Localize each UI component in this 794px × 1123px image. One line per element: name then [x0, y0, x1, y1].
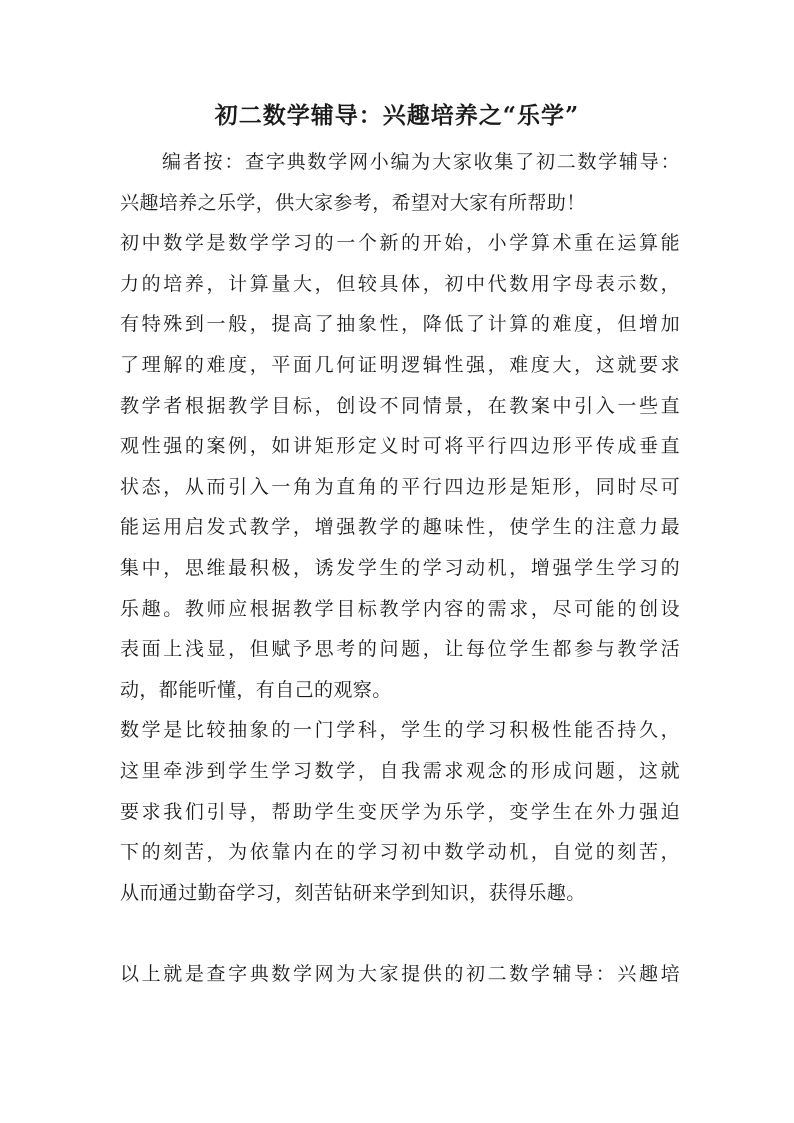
paragraph-2-line-1: 数学是比较抽象的一门学科，学生的学习积极性能否持久，: [120, 719, 680, 742]
document-body: [120, 142, 680, 994]
paragraph-1-line-8: 能运用启发式教学，增强教学的趣味性，使学生的注意力最: [120, 516, 680, 539]
paragraph-1-line-1: 初中数学是数学学习的一个新的开始，小学算术重在运算能: [120, 232, 680, 255]
editor-note-line-1: 编者按：查字典数学网小编为大家收集了初二数学辅导：: [162, 151, 680, 173]
paragraph-1-line-5: 教学者根据教学目标，创设不同情景，在教案中引入一些直: [120, 394, 680, 417]
editor-note-line-2: 兴趣培养之乐学，供大家参考，希望对大家有所帮助！: [120, 191, 586, 214]
paragraph-1-line-2: 力的培养，计算量大，但较具体，初中代数用字母表示数，: [120, 272, 680, 295]
paragraph-2-line-5: 从而通过勤奋学习，刻苦钻研来学到知识，获得乐趣。: [120, 881, 586, 904]
paragraph-spacer: [120, 913, 680, 954]
paragraph-1-line-11: 表面上浅显，但赋予思考的问题，让每位学生都参与教学活: [120, 638, 680, 661]
paragraph-2-line-2: 这里牵涉到学生学习数学，自我需求观念的形成问题，这就: [120, 759, 680, 782]
closing-line-1: 以上就是查字典数学网为大家提供的初二数学辅导：兴趣培: [120, 962, 680, 985]
paragraph-1-line-9: 集中，思维最积极，诱发学生的学习动机，增强学生学习的: [120, 556, 680, 579]
paragraph-2-line-4: 下的刻苦，为依靠内在的学习初中数学动机，自觉的刻苦，: [120, 841, 680, 864]
paragraph-1-line-3: 有特殊到一般，提高了抽象性，降低了计算的难度，但增加: [120, 313, 680, 336]
paragraph-1-line-12: 动，都能听懂，有自己的观察。: [120, 678, 392, 701]
paragraph-1-line-4: 了理解的难度，平面几何证明逻辑性强，难度大，这就要求: [120, 353, 680, 376]
paragraph-1-line-7: 状态，从而引入一角为直角的平行四边形是矩形，同时尽可: [120, 475, 680, 498]
paragraph-2-line-3: 要求我们引导，帮助学生变厌学为乐学，变学生在外力强迫: [120, 800, 680, 823]
document-title: 初二数学辅导：兴趣培养之“乐学”: [214, 102, 580, 129]
paragraph-1-line-10: 乐趣。教师应根据教学目标教学内容的需求，尽可能的创设: [120, 597, 680, 620]
paragraph-1-line-6: 观性强的案例，如讲矩形定义时可将平行四边形平传成垂直: [120, 435, 680, 458]
